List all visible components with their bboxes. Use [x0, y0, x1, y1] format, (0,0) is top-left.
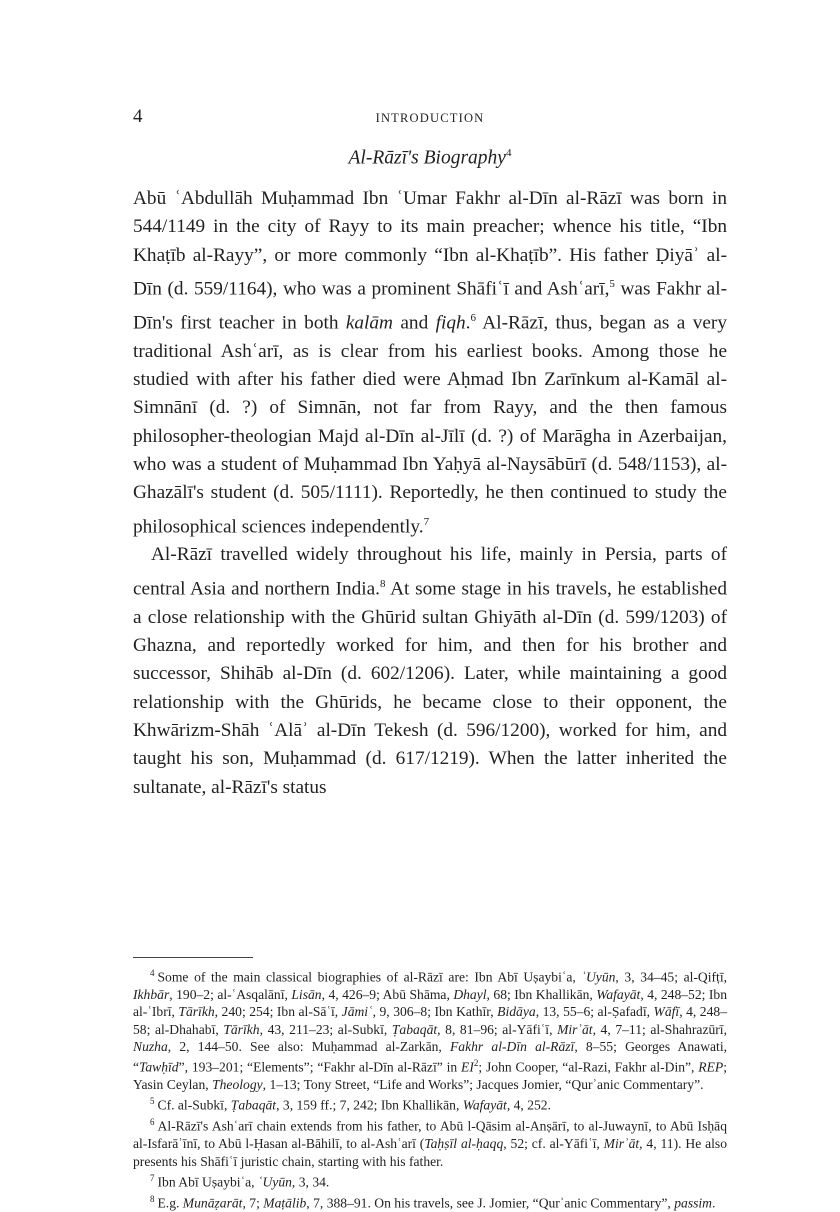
page-number: 4 [133, 106, 143, 127]
footnote-ref: 5 [609, 278, 615, 291]
text: ”, 193–201; “Elements”; “Fakhr al-Dīn al-Rāzī” in [178, 1059, 462, 1075]
footnote-ref: 6 [470, 311, 476, 324]
title: Tārīkh [223, 1021, 260, 1037]
title: Wafayāt [462, 1098, 507, 1113]
footnote-6 [133, 1114, 727, 1170]
section-title [133, 147, 727, 170]
text: ; John Cooper, “al-Razi, Fakhr al-Din”, [478, 1059, 699, 1075]
footnote-ref: 7 [423, 515, 430, 528]
text: , 4, 252. [506, 1098, 551, 1113]
title: Nuzha [133, 1038, 168, 1054]
text: , 1–13; Tony Street, “Life and Works”; Jacques Jomier, “Qurʾanic Commentary”. [262, 1077, 704, 1093]
text: , 8–55; Georges Anawati, “ [133, 1038, 727, 1075]
text: , 240; 254; Ibn al-Sāʿī, [214, 1004, 342, 1020]
text: , 7; [242, 1195, 264, 1211]
text: , 68; Ibn Khallikān, [486, 986, 597, 1002]
text: , 8, 81–96; al-Yāfiʿī, [437, 1021, 558, 1037]
title: Bidāya [497, 1004, 536, 1020]
title: ʿUyūn [581, 969, 616, 985]
title: Mirʾāt [557, 1021, 593, 1037]
text: , 7, 388–91. On his travels, see J. Jomier, “Qurʾanic Commentary”, [306, 1195, 675, 1211]
footnote-7 [133, 1170, 727, 1191]
body-text [133, 185, 727, 802]
text: , 43, 211–23; al-Subkī, [259, 1021, 392, 1037]
title: Mirʾāt [603, 1136, 640, 1152]
title: Jāmiʿ [341, 1004, 373, 1020]
text: At some stage in his travels, he established a close relationship with the Ghūrid sultan Ghiyāth al-Dīn (d. 599/1203) of Ghazna, and reportedly worked for him, and then for his brother and successor, Shihāb al-Dīn (d. 602/1206). Later, while maintaining a good relationship with the Ghūrids, he became close to their opponent, the Khwārizm-Shāh ʿAlāʾ al-Dīn Tekesh (d. 596/1200), worked for him, and taught his son, Muḥammad (d. 617/1219). When the latter inherited the sultanate, al-Rāzī's status [133, 578, 727, 798]
text: and [392, 312, 436, 334]
text: Al-Rāzī travelled widely throughout his life, mainly in Persia, parts of central Asia and northern India. [133, 544, 727, 600]
title: passim [674, 1195, 712, 1211]
text: , 4, 11). He also presents his Shāfiʿī juristic chain, starting with his father. [133, 1136, 727, 1169]
title: Dhayl [453, 986, 487, 1002]
footnote-8 [133, 1191, 727, 1212]
footnote-ref: 8 [380, 577, 386, 590]
title: EI [461, 1059, 474, 1075]
text: . [465, 312, 471, 334]
paragraph-1 [133, 185, 727, 541]
title: ʿUyūn [257, 1174, 292, 1190]
title: Taḥṣīl al-ḥaqq [424, 1136, 504, 1152]
footnote-number: 5 [150, 1096, 155, 1107]
text: Al-Rāzī's Ashʿarī chain extends from his father, to Abū l-Qāsim al-Anṣārī, to al-Juwaynī, to Abū Isḥāq al-Isfarāʾīnī, to Abū l-Ḥasan al-Bāhilī, to al-Ashʿarī ( [133, 1118, 727, 1152]
title: Maṭālib [263, 1195, 307, 1211]
title: Tawḥīd [139, 1059, 179, 1075]
footnote-rule [133, 957, 253, 958]
text: , 2, 144–50. See also: Muḥammad al-Zarkān, [167, 1038, 450, 1054]
title: Munāẓarāt [182, 1195, 243, 1211]
text: Ibn Abī Uṣaybiʿa, [157, 1174, 258, 1190]
footnote-number: 4 [150, 968, 155, 978]
section-title-text: Al-Rāzī's Biography [348, 147, 506, 169]
title: REP [698, 1059, 724, 1075]
text: , 3, 34–45; al-Qifṭī, [615, 969, 727, 985]
text: Cf. al-Subkī, [157, 1098, 231, 1113]
text: was Fakhr al-Dīn's first teacher in both [133, 278, 727, 334]
footnote-4 [133, 965, 727, 1093]
title: Tārīkh [178, 1004, 215, 1020]
text: , 52; cf. al-Yāfiʿī, [503, 1136, 604, 1152]
text: , 4, 7–11; al-Shahrazūrī, [592, 1021, 727, 1037]
text: , 13, 55–6; al-Ṣafadī, [535, 1004, 654, 1020]
term: fiqh [435, 312, 466, 334]
section-title-note-ref: 4 [505, 147, 512, 159]
text: , 4, 248–58; al-Dhahabī, [133, 1004, 727, 1037]
text: , 190–2; al-ʿAsqalānī, [169, 986, 292, 1002]
title: Lisān [291, 986, 322, 1002]
footnote-number: 6 [150, 1117, 155, 1128]
footnote-5 [133, 1093, 727, 1114]
text: ; Yasin Ceylan, [133, 1059, 727, 1093]
footnote-number: 8 [150, 1193, 155, 1204]
title: Wāfī [653, 1004, 680, 1020]
title: Theology [212, 1077, 263, 1093]
title: Fakhr al-Dīn al-Rāzī [450, 1038, 575, 1054]
title: Wafayāt [596, 986, 641, 1002]
term: kalām [345, 312, 393, 334]
text: Abū ʿAbdullāh Muḥammad Ibn ʿUmar Fakhr al-Dīn al-Rāzī was born in 544/1149 in the city of Rayy to its main preacher; whence his title, “Ibn Khaṭīb al-Rayy”, or more commonly “Ibn al-Khaṭīb”. His father Ḍiyāʾ al-Dīn (d. 559/1164), who was a prominent Shāfiʿī and Ashʿarī, [133, 188, 727, 300]
text: Some of the main classical biographies of al-Rāzī are: Ibn Abī Uṣaybiʿa, [157, 969, 582, 985]
text: , 4, 248–52; Ibn al-ʿIbrī, [133, 986, 727, 1020]
paragraph-2 [133, 541, 727, 802]
title: Ṭabaqāt [230, 1098, 277, 1113]
text: , 4, 426–9; Abū Shāma, [321, 986, 454, 1002]
title: Ṭabaqāt [391, 1021, 438, 1037]
text: Al-Rāzī, thus, began as a very traditional Ashʿarī, as is clear from his earliest books. Among those he studied with after his father died were Aḥmad Ibn Zarīnkum al-Kamāl al-Simnānī (d. ?) of Simnān, not far from Rayy, and the then famous philosopher-theologian Majd al-Dīn al-Jīlī (d. ?) of Marāgha in Azerbaijan, who was a student of Muḥammad Ibn Yaḥyā al-Naysābūrī (d. 548/1153), al-Ghazālī's student (d. 505/1111). Reportedly, he then continued to study the philosophical sciences independently. [133, 312, 727, 538]
footnote-number: 7 [150, 1172, 155, 1183]
text: , 3, 159 ff.; 7, 242; Ibn Khallikān, [276, 1098, 463, 1113]
text: , 3, 34. [291, 1174, 330, 1190]
running-head: INTRODUCTION [375, 111, 485, 125]
page-header [133, 106, 727, 128]
text: E.g. [157, 1195, 183, 1211]
title: Ikhbār [133, 986, 170, 1002]
edition-superscript: 2 [473, 1058, 479, 1069]
footnotes [133, 965, 727, 1212]
text: , 9, 306–8; Ibn Kathīr, [372, 1004, 498, 1020]
text: . [712, 1195, 716, 1211]
